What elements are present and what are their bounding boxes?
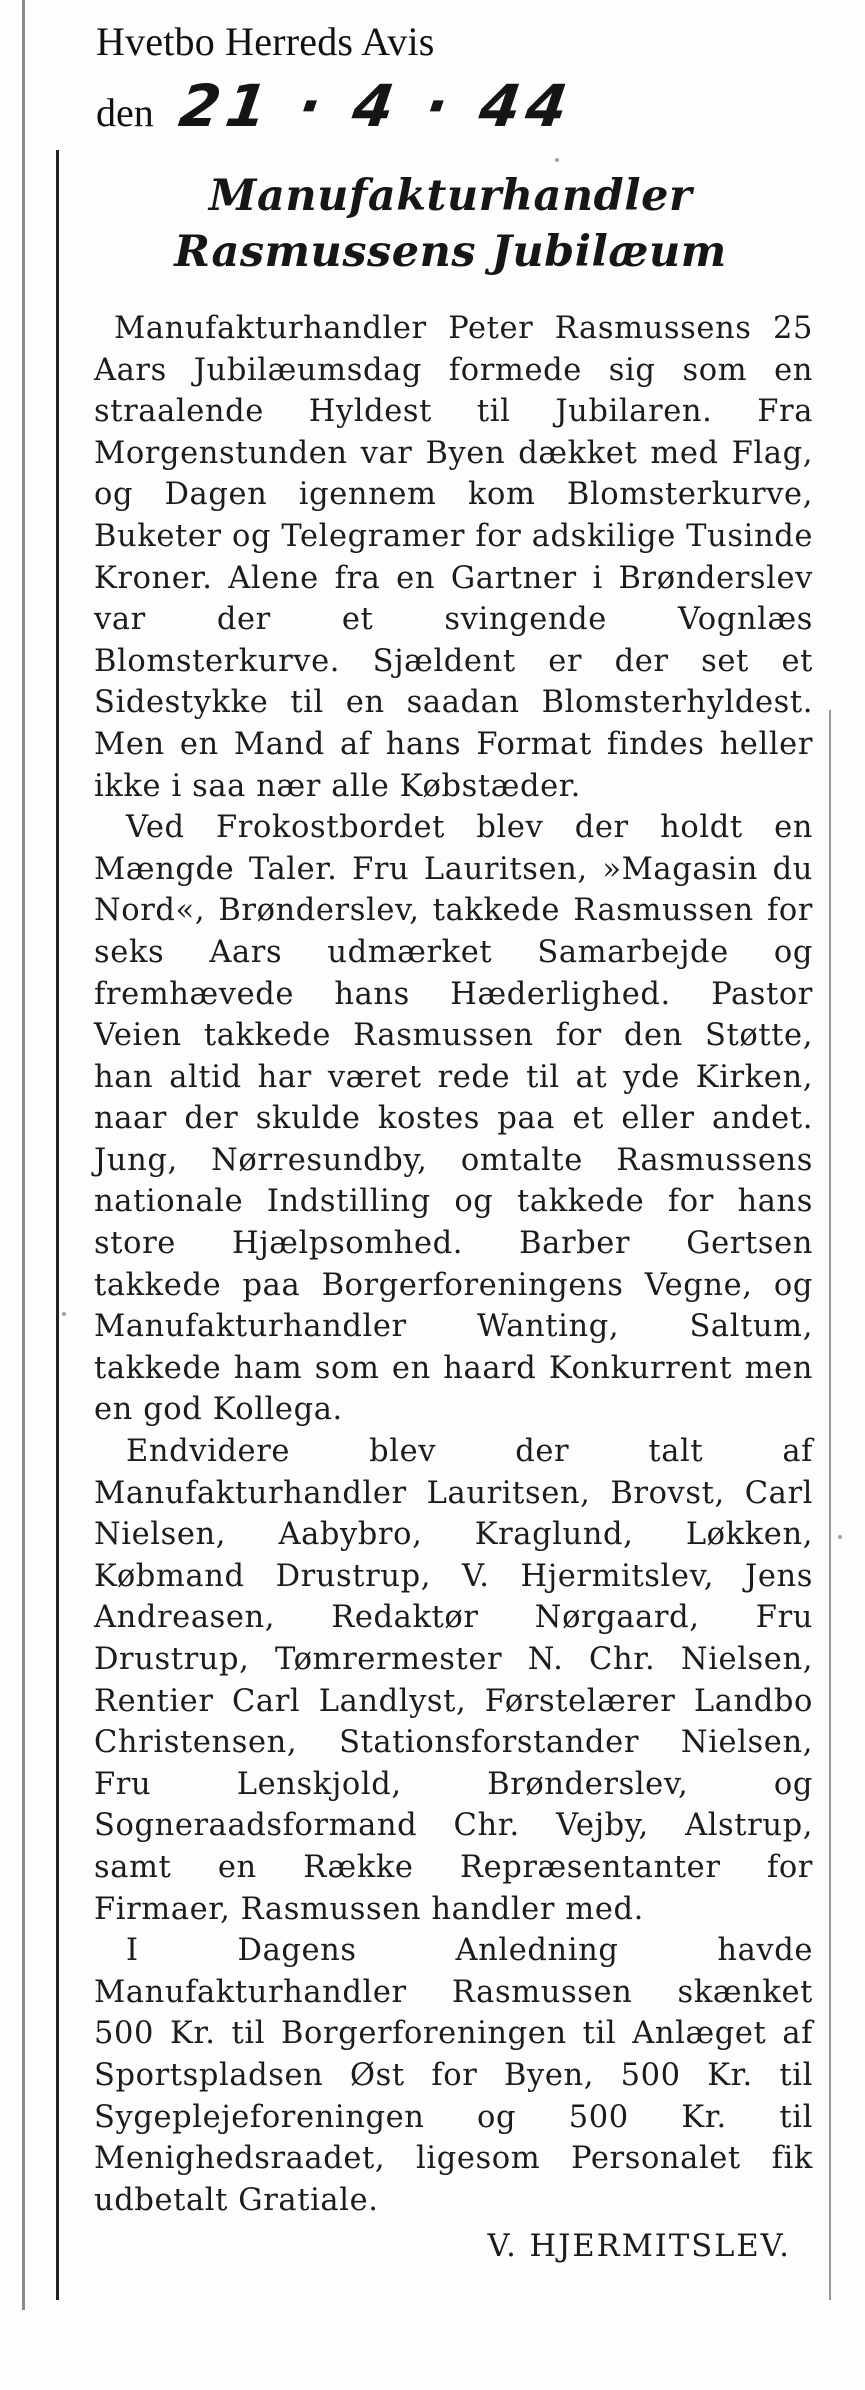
clipping-left-rule (56, 150, 59, 2300)
print-speck (62, 1312, 66, 1316)
clipping-right-rule (829, 710, 831, 2300)
print-speck (838, 1535, 842, 1539)
article-paragraph-4: I Dagens Anledning havde Manufakturhandler Rasmussen skænket 500 Kr. til Borgerforeningen til Anlæget af Sportspladsen Øst for Byen, 500 Kr. til Sygeplejeforeningen og 500 Kr. til Menighedsraadet, ligesom Personalet fik udbetalt Gratiale. (94, 1933, 813, 2218)
page-edge-line (22, 0, 25, 2310)
article-signature: V. HJERMITSLEV. (487, 2229, 791, 2265)
article-paragraph-1: Manufakturhandler Peter Rasmussens 25 Aars Jubilæumsdag formede sig som en straalende Hyldest til Jubilaren. Fra Morgenstunden var Byen dækket med Flag, og Dagen igennem kom Blomsterkurve, Buketer og Telegramer for adskilige Tusinde Kroner. Alene fra en Gartner i Brønderslev var der et svingende Vognlæs Blomsterkurve. Sjældent er der set et Sidestykke til en saadan Blomsterhyldest. Men en Mand af hans Format findes heller ikke i saa nær alle Købstæder. (94, 311, 813, 804)
article-paragraph-2: Ved Frokostbordet blev der holdt en Mængde Taler. Fru Lauritsen, »Magasin du Nord«, Brønderslev, takkede Rasmussen for seks Aars udmærket Samarbejde og fremhævede hans Hæderlighed. Pastor Veien takkede Rasmussen for den Støtte, han altid har været rede til at yde Kirken, naar der skulde kostes paa et eller andet. Jung, Nørresundby, omtalte Rasmussens nationale Indstilling og takkede for hans store Hjælpsomhed. Barber Gertsen takkede paa Borgerforeningens Vegne, og Manufakturhandler Wanting, Saltum, takkede ham som en haard Konkurrent men en god Kollega. (94, 810, 813, 1428)
article-headline: Manufakturhandler Rasmussens Jubilæum (174, 171, 727, 277)
article-body (56, 308, 831, 2221)
date-row (96, 72, 578, 140)
print-speck (555, 158, 559, 162)
article-paragraph-3: Endvidere blev der talt af Manufakturhandler Lauritsen, Brovst, Carl Nielsen, Aabybro, Kraglund, Løkken, Købmand Drustrup, V. Hjermitslev, Jens Andreasen, Redaktør Nørgaard, Fru Drustrup, Tømrermester N. Chr. Nielsen, Rentier Carl Landlyst, Førstelærer Landbo Christensen, Stationsforstander Nielsen, Fru Lenskjold, Brønderslev, og Sogneraadsformand Chr. Vejby, Alstrup, samt en Række Repræsentanter for Firmaer, Rasmussen handler med. (94, 1434, 813, 1927)
newspaper-source-title: Hvetbo Herreds Avis (96, 19, 435, 64)
date-label: den (96, 90, 154, 135)
handwritten-date: 21 · 4 · 44 (174, 72, 578, 140)
article-clipping (56, 150, 831, 2300)
